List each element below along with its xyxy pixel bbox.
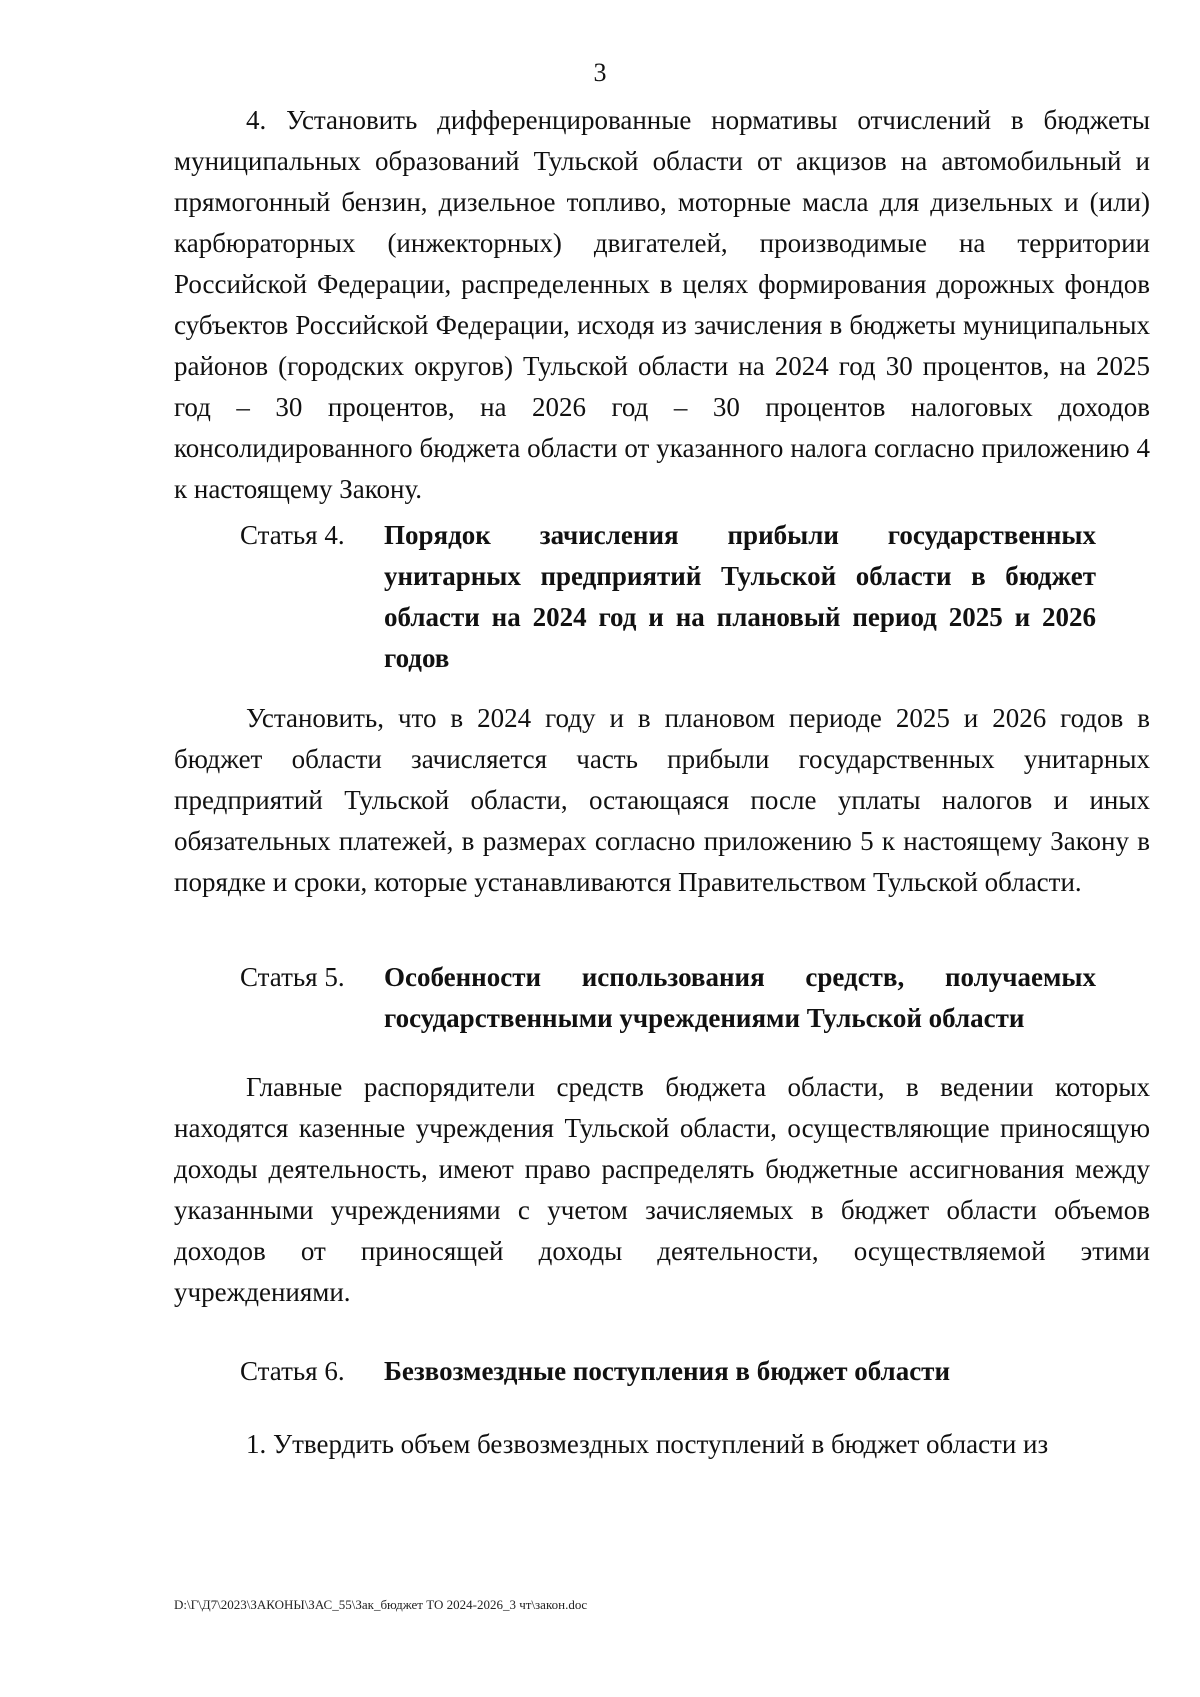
page-number: 3 — [593, 58, 607, 87]
article-5-title: Особенности использования средств, получаемых государственными учреждениями Тульской области — [384, 962, 1096, 1033]
file-path-footer: D:\Г\Д7\2023\ЗАКОНЫ\ЗАС_55\Зак_бюджет ТО 2024-2026_3 чт\закон.doc — [174, 1597, 588, 1612]
article-6-body: 1. Утвердить объем безвозмездных поступлений в бюджет области из — [246, 1429, 1049, 1459]
article-5-label: Статья 5. — [240, 962, 345, 992]
article-6-label: Статья 6. — [240, 1356, 345, 1386]
article-4-title: Порядок зачисления прибыли государственных унитарных предприятий Тульской области в бюджет области на 2024 год и на плановый период 2025 и 2026 годов — [384, 520, 1096, 673]
article-5-body: Главные распорядители средств бюджета области, в ведении которых находятся казенные учреждения Тульской области, осуществляющие приносящую доходы деятельность, имеют право распределять бюджетные ассигнования между указанными учреждениями с учетом зачисляемых в бюджет области объемов доходов от приносящей доходы деятельности, осуществляемой этими учреждениями. — [174, 1072, 1150, 1307]
article-4-label: Статья 4. — [240, 520, 345, 550]
article-6-title: Безвозмездные поступления в бюджет области — [384, 1356, 950, 1386]
article-4-body: Установить, что в 2024 году и в плановом периоде 2025 и 2026 годов в бюджет области зачисляется часть прибыли государственных унитарных предприятий Тульской области, остающаяся после уплаты налогов и иных обязательных платежей, в размерах согласно приложению 5 к настоящему Закону в порядке и сроки, которые устанавливаются Правительством Тульской области. — [174, 703, 1150, 897]
paragraph-item-4: 4. Установить дифференцированные нормативы отчислений в бюджеты муниципальных образований Тульской области от акцизов на автомобильный и прямогонный бензин, дизельное топливо, моторные масла для дизельных и (или) карбюраторных (инжекторных) двигателей, производимые на территории Российской Федерации, распределенных в целях формирования дорожных фондов субъектов Российской Федерации, исходя из зачисления в бюджеты муниципальных районов (городских округов) Тульской области на 2024 год 30 процентов, на 2025 год – 30 процентов, на 2026 год – 30 процентов налоговых доходов консолидированного бюджета области от указанного налога согласно приложению 4 к настоящему Закону. — [174, 105, 1150, 504]
